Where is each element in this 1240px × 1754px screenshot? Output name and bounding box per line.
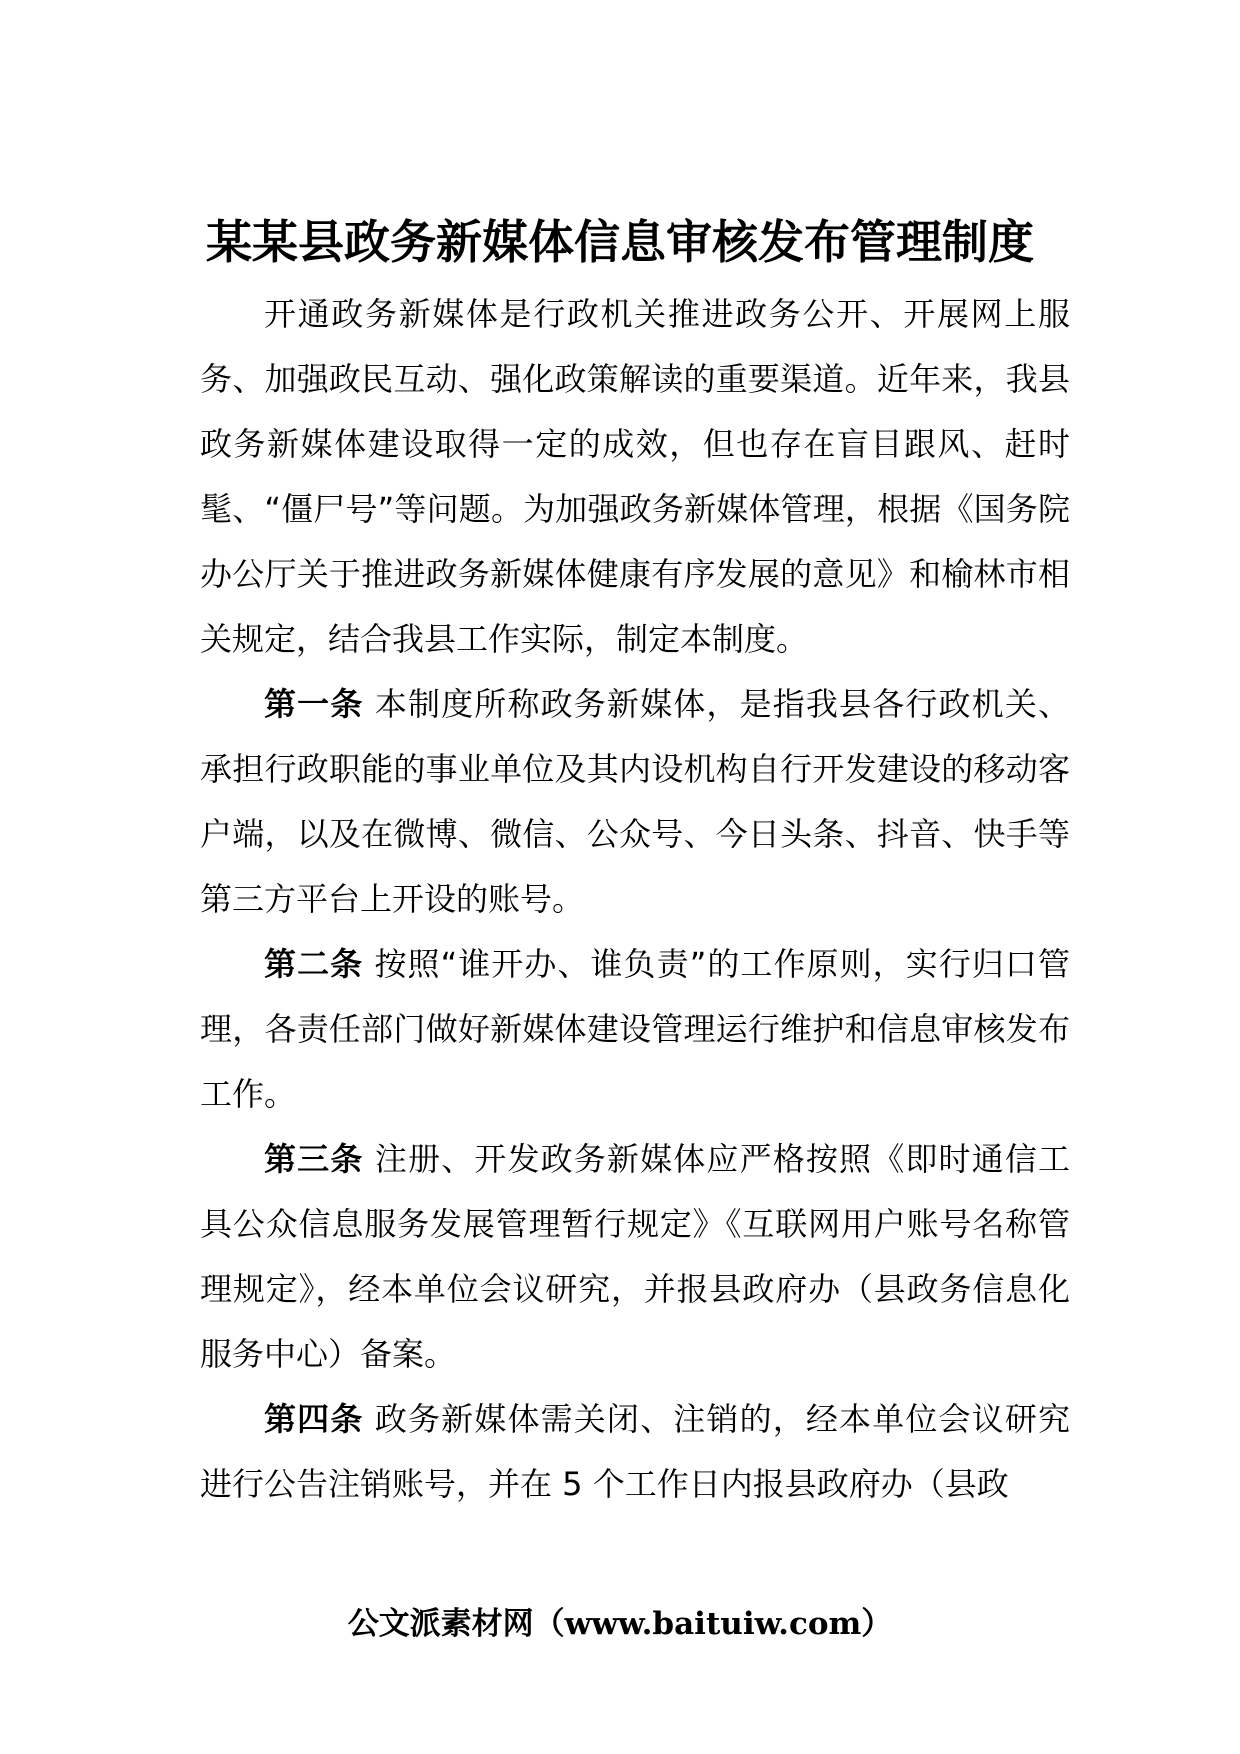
article-text: 按照“谁开办、谁负责”的工作原则，实行归口管理，各责任部门做好新媒体建设管理运行维护和信息审核发布工作。 bbox=[200, 945, 1070, 1113]
document-body bbox=[200, 282, 1070, 1517]
document-title: 某某县政务新媒体信息审核发布管理制度 bbox=[206, 215, 1034, 269]
article-label: 第二条 bbox=[264, 945, 364, 983]
article-text: 政务新媒体需关闭、注销的，经本单位会议研究进行公告注销账号，并在 5 个工作日内报县政府办（县政 bbox=[200, 1400, 1070, 1503]
article-paragraph bbox=[200, 672, 1070, 932]
article-label: 第四条 bbox=[264, 1400, 364, 1438]
article-text: 本制度所称政务新媒体，是指我县各行政机关、承担行政职能的事业单位及其内设机构自行开发建设的移动客户端，以及在微博、微信、公众号、今日头条、抖音、快手等第三方平台上开设的账号。 bbox=[200, 685, 1070, 918]
intro-paragraph: 开通政务新媒体是行政机关推进政务公开、开展网上服务、加强政民互动、强化政策解读的重要渠道。近年来，我县政务新媒体建设取得一定的成效，但也存在盲目跟风、赶时髦、“僵尸号”等问题。为加强政务新媒体管理，根据《国务院办公厅关于推进政务新媒体健康有序发展的意见》和榆林市相关规定，结合我县工作实际，制定本制度。 bbox=[200, 295, 1070, 658]
watermark-footer: 公文派素材网（www.baituiw.com） bbox=[347, 1606, 893, 1642]
article-text: 注册、开发政务新媒体应严格按照《即时通信工具公众信息服务发展管理暂行规定》《互联网用户账号名称管理规定》，经本单位会议研究，并报县政府办（县政务信息化服务中心）备案。 bbox=[200, 1140, 1070, 1373]
article-paragraph bbox=[200, 1127, 1070, 1387]
article-label: 第一条 bbox=[264, 685, 364, 723]
article-paragraph bbox=[200, 932, 1070, 1127]
article-paragraph bbox=[200, 1387, 1070, 1517]
article-label: 第三条 bbox=[264, 1140, 364, 1178]
